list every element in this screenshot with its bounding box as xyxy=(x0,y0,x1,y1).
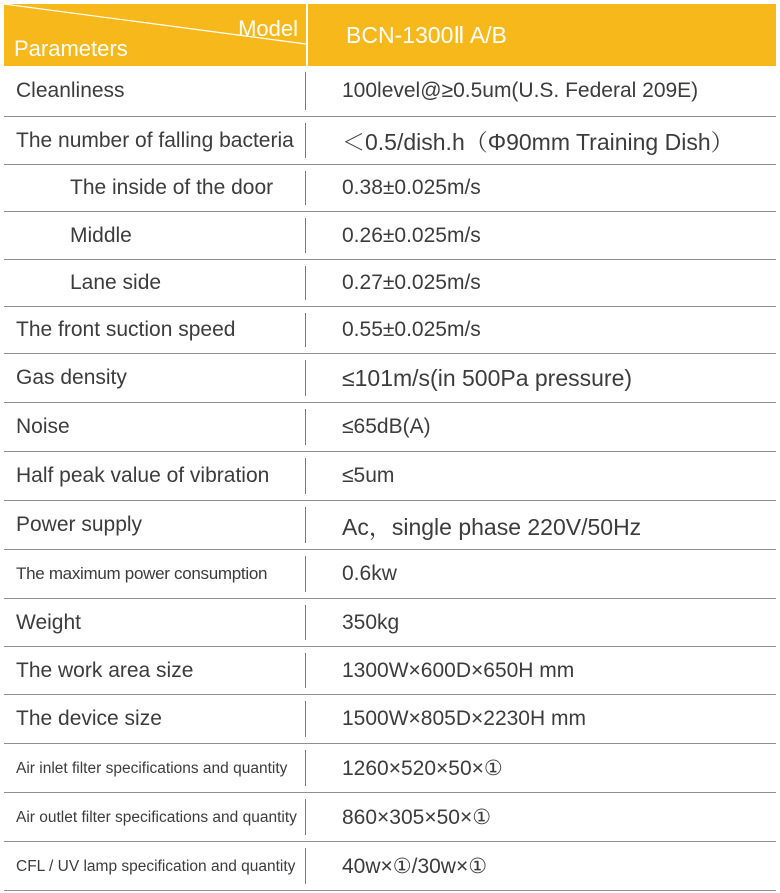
row-value: ＜0.5/dish.h（Φ90mm Training Dish） xyxy=(342,129,734,155)
row-parameter: Half peak value of vibration xyxy=(4,452,306,500)
row-parameter: Cleanliness xyxy=(4,66,306,116)
row-parameter: The maximum power consumption xyxy=(4,550,306,598)
row-value: 350kg xyxy=(342,610,400,634)
table-row xyxy=(4,212,776,260)
table-row xyxy=(4,550,776,599)
row-value: 40w×①/30w×① xyxy=(342,854,488,878)
table-row xyxy=(4,66,776,117)
row-value: 860×305×50×① xyxy=(342,805,492,829)
row-parameter: Air inlet filter specifications and quantity xyxy=(4,744,306,792)
row-parameter: Weight xyxy=(4,599,306,646)
row-parameter: Middle xyxy=(4,212,306,259)
row-parameter: Air outlet filter specifications and quantity xyxy=(4,793,306,841)
table-row xyxy=(4,165,776,212)
table-row xyxy=(4,452,776,501)
row-value: 0.38±0.025m/s xyxy=(342,176,481,199)
table-row xyxy=(4,501,776,550)
spec-table xyxy=(4,4,776,891)
table-row xyxy=(4,599,776,647)
table-header xyxy=(4,4,776,66)
table-row xyxy=(4,842,776,891)
row-parameter: The work area size xyxy=(4,647,306,694)
table-row xyxy=(4,117,776,165)
table-row xyxy=(4,307,776,354)
table-row xyxy=(4,354,776,403)
row-value: 0.27±0.025m/s xyxy=(342,271,481,294)
row-value: 1500W×805D×2230H mm xyxy=(342,707,586,730)
row-parameter: Gas density xyxy=(4,354,306,402)
table-row xyxy=(4,744,776,793)
header-model-label: Model xyxy=(238,16,298,41)
header-model-value: BCN-1300Ⅱ A/B xyxy=(346,22,507,48)
row-value: 0.6kw xyxy=(342,562,397,585)
header-parameter-cell xyxy=(4,4,308,66)
table-row xyxy=(4,695,776,744)
header-model-cell xyxy=(308,4,776,66)
row-value: Ac，single phase 220V/50Hz xyxy=(342,513,642,540)
row-value: ≤5um xyxy=(342,464,395,487)
row-parameter: The inside of the door xyxy=(4,165,306,211)
table-row xyxy=(4,793,776,842)
row-parameter: Lane side xyxy=(4,260,306,306)
table-row xyxy=(4,647,776,695)
row-value: 0.55±0.025m/s xyxy=(342,318,481,341)
row-value: ≤101m/s(in 500Pa pressure) xyxy=(342,364,633,391)
header-parameters-label: Parameters xyxy=(14,36,128,61)
row-parameter: The device size xyxy=(4,695,306,743)
row-parameter: CFL / UV lamp specification and quantity xyxy=(4,842,306,890)
table-row xyxy=(4,260,776,307)
row-value: 100level@≥0.5um(U.S. Federal 209E) xyxy=(342,79,699,102)
row-value: 1300W×600D×650H mm xyxy=(342,658,575,682)
row-parameter: Power supply xyxy=(4,501,306,549)
table-row xyxy=(4,403,776,452)
row-parameter: The front suction speed xyxy=(4,307,306,353)
row-value: 1260×520×50×① xyxy=(342,756,503,780)
row-value: 0.26±0.025m/s xyxy=(342,223,481,247)
row-value: ≤65dB(A) xyxy=(342,415,431,438)
row-parameter: Noise xyxy=(4,403,306,451)
row-parameter: The number of falling bacteria xyxy=(4,117,306,164)
